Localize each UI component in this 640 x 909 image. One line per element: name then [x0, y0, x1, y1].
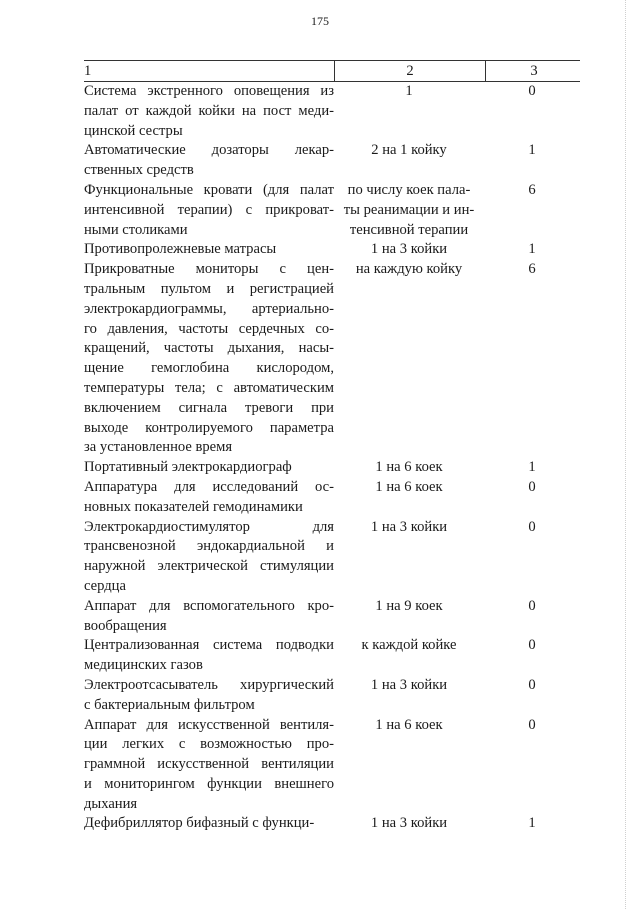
- quantity-norm-line: к каждой койке: [361, 637, 457, 654]
- table-row: [84, 260, 580, 458]
- equipment-name-line: электрокардиограммы, артериально-: [84, 300, 334, 317]
- quantity-norm-cell: [334, 240, 484, 260]
- equipment-name-line: медицинских газов: [84, 657, 203, 674]
- table-row: [84, 240, 580, 260]
- equipment-name-line: граммной искусственной вентиляции: [84, 756, 334, 773]
- equipment-name-line: Портативный электрокардиограф: [84, 459, 292, 476]
- quantity-actual-cell: 0: [528, 716, 536, 733]
- quantity-norm-cell: [334, 458, 484, 478]
- table-row: [84, 518, 580, 597]
- quantity-norm-cell: [334, 518, 484, 597]
- equipment-name-line: сердца: [84, 577, 126, 594]
- equipment-name-cell: [84, 814, 334, 834]
- equipment-name-line: щение гемоглобина кислородом,: [84, 360, 334, 377]
- header-col-2: 2: [335, 61, 486, 81]
- quantity-actual-cell: 0: [528, 597, 536, 614]
- quantity-actual-cell: 0: [528, 637, 536, 654]
- equipment-name-line: Электроотсасыватель хирургический: [84, 676, 334, 693]
- header-col-1: 1: [84, 61, 335, 81]
- quantity-actual-cell: 1: [528, 142, 536, 159]
- equipment-name-cell: [84, 141, 334, 181]
- header-col-3: 3: [530, 63, 538, 79]
- equipment-name-cell: [84, 518, 334, 597]
- equipment-name-line: Аппаратура для исследований ос-: [84, 478, 334, 495]
- quantity-actual-cell: 1: [528, 815, 536, 832]
- table-row: [84, 636, 580, 676]
- table-row: [84, 478, 580, 518]
- equipment-name-line: Аппарат для искусственной вентиля-: [84, 716, 334, 733]
- quantity-norm-line: на каждую койку: [355, 261, 463, 278]
- table-row: [84, 82, 580, 141]
- quantity-norm-cell: [334, 676, 484, 716]
- equipment-name-line: выходе контролируемого параметра: [84, 419, 334, 436]
- quantity-norm-cell: [334, 814, 484, 834]
- equipment-name-cell: [84, 716, 334, 815]
- quantity-norm-line: 1 на 3 койки: [370, 815, 448, 832]
- equipment-name-line: Функциональные кровати (для палат: [84, 181, 334, 198]
- table-row: [84, 814, 580, 834]
- quantity-norm-cell: [334, 82, 484, 141]
- quantity-actual-cell: 0: [528, 518, 536, 535]
- equipment-name-line: и мониторингом функции внешнего: [84, 775, 334, 792]
- table-row: [84, 676, 580, 716]
- equipment-name-line: наружной электрической стимуляции: [84, 558, 334, 575]
- quantity-actual-cell: 0: [528, 478, 536, 495]
- equipment-name-line: Автоматические дозаторы лекар-: [84, 142, 334, 159]
- equipment-name-line: Противопролежневые матрасы: [84, 241, 277, 258]
- equipment-name-cell: [84, 181, 334, 240]
- quantity-actual-cell: 1: [528, 459, 536, 476]
- equipment-name-cell: [84, 82, 334, 141]
- quantity-norm-line: 1 на 6 коек: [375, 716, 443, 733]
- quantity-norm-line: по числу коек пала-: [347, 181, 471, 198]
- equipment-name-line: Электрокардиостимулятор для: [84, 518, 334, 535]
- equipment-name-cell: [84, 636, 334, 676]
- page-number: 175: [311, 14, 329, 28]
- quantity-norm-line: 1 на 6 коек: [375, 459, 443, 476]
- quantity-norm-line: 1 на 9 коек: [375, 597, 443, 614]
- equipment-name-line: дыхания: [84, 795, 138, 812]
- quantity-norm-line: 1: [405, 83, 413, 99]
- equipment-name-cell: [84, 676, 334, 716]
- equipment-name-line: ственных средств: [84, 162, 194, 179]
- equipment-name-line: го давления, частоты сердечных со-: [84, 320, 334, 337]
- quantity-norm-line: 1 на 3 койки: [370, 518, 448, 535]
- equipment-name-line: с бактериальным фильтром: [84, 696, 255, 713]
- equipment-name-line: температуры тела; с автоматическим: [84, 379, 334, 396]
- equipment-name-line: Централизованная система подводки: [84, 637, 334, 654]
- quantity-actual-cell: 0: [528, 83, 536, 99]
- equipment-name-cell: [84, 240, 334, 260]
- quantity-actual-cell: 6: [528, 181, 536, 198]
- equipment-name-line: новных показателей гемодинамики: [84, 498, 303, 515]
- scan-edge: [624, 0, 626, 909]
- equipment-name-line: включением сигнала тревоги при: [84, 399, 334, 416]
- equipment-name-cell: [84, 260, 334, 458]
- quantity-actual-cell: 1: [528, 241, 536, 258]
- quantity-norm-line: ты реанимации и ин-: [343, 201, 475, 218]
- equipment-name-line: цинской сестры: [84, 122, 183, 139]
- table-row: [84, 597, 580, 637]
- equipment-name-line: за установленное время: [84, 439, 233, 456]
- quantity-norm-line: 2 на 1 койку: [371, 142, 447, 159]
- quantity-norm-line: тенсивной терапии: [349, 221, 469, 238]
- equipment-name-line: ными столиками: [84, 221, 188, 238]
- equipment-name-line: ции легких с возможностью про-: [84, 736, 334, 753]
- equipment-table: [84, 60, 580, 834]
- equipment-name-cell: [84, 597, 334, 637]
- quantity-norm-line: 1 на 3 койки: [370, 241, 448, 258]
- quantity-norm-cell: [334, 181, 484, 240]
- quantity-actual-cell: 6: [528, 261, 536, 278]
- equipment-name-line: Прикроватные мониторы с цен-: [84, 261, 334, 278]
- table-row: [84, 181, 580, 240]
- table-row: [84, 458, 580, 478]
- equipment-name-cell: [84, 478, 334, 518]
- table-body: [84, 82, 580, 834]
- equipment-name-line: кращений, частоты дыхания, насы-: [84, 340, 334, 357]
- equipment-name-line: Аппарат для вспомогательного кро-: [84, 597, 334, 614]
- quantity-norm-cell: [334, 260, 484, 458]
- equipment-name-line: вообращения: [84, 617, 167, 634]
- quantity-norm-cell: [334, 597, 484, 637]
- quantity-norm-line: 1 на 3 койки: [370, 676, 448, 693]
- quantity-norm-cell: [334, 141, 484, 181]
- table-row: [84, 716, 580, 815]
- equipment-name-line: трансвенозной эндокардиальной и: [84, 538, 334, 555]
- equipment-name-line: Дефибриллятор бифазный с функци-: [84, 815, 315, 832]
- quantity-norm-cell: [334, 636, 484, 676]
- equipment-name-cell: [84, 458, 334, 478]
- quantity-norm-line: 1 на 6 коек: [375, 478, 443, 495]
- quantity-actual-cell: 0: [528, 676, 536, 693]
- quantity-norm-cell: [334, 716, 484, 815]
- equipment-name-line: интенсивной терапии) с прикроват-: [84, 201, 334, 218]
- table-header: [84, 60, 580, 82]
- equipment-name-line: Система экстренного оповещения из: [84, 83, 334, 99]
- table-row: [84, 141, 580, 181]
- equipment-name-line: палат от каждой койки на пост меди-: [84, 102, 334, 119]
- quantity-norm-cell: [334, 478, 484, 518]
- equipment-name-line: тральным пультом и регистрацией: [84, 280, 334, 297]
